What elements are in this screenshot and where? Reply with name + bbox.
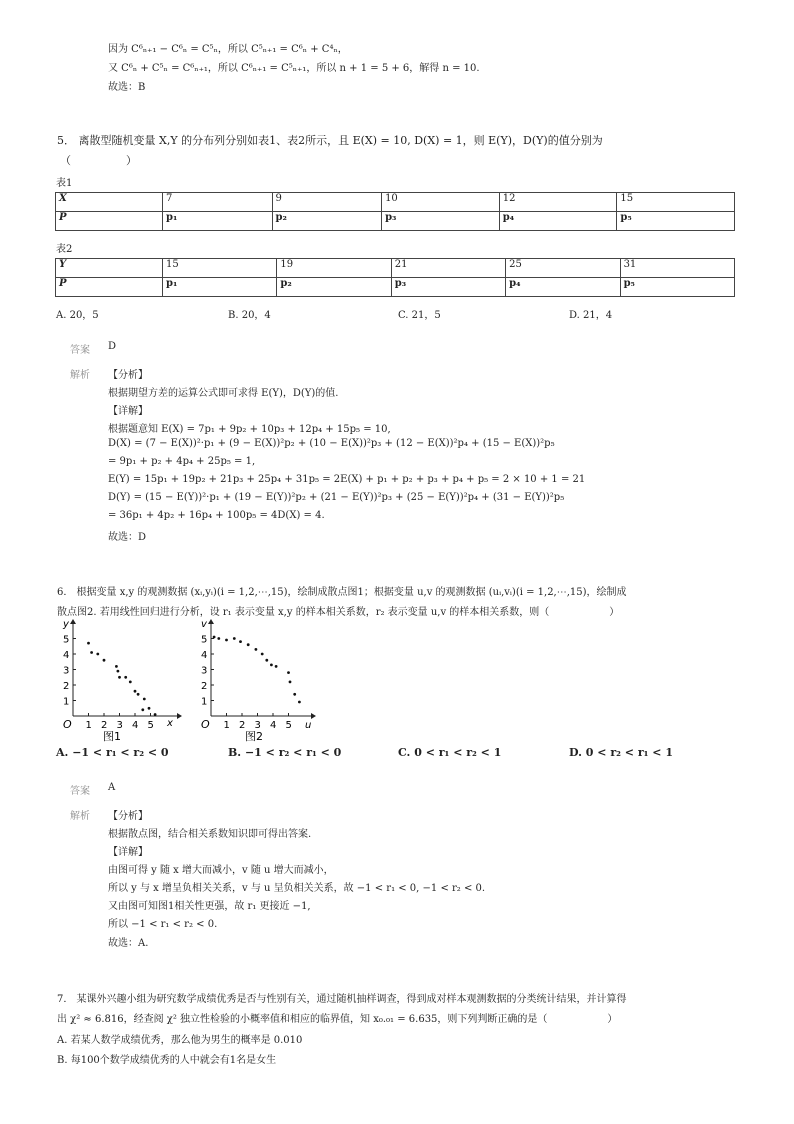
q6-option-d: D. 0 < r₂ < r₁ < 1 [569, 746, 673, 759]
q5-detail-line: 根据题意知 E(X) = 7p₁ + 9p₂ + 10p₃ + 12p₄ + 15p₅ = 10, [108, 424, 391, 435]
prev-choice: 故选：B [108, 82, 146, 93]
scatter-point [96, 653, 99, 656]
q5-table1 [55, 192, 735, 231]
q6-stem-line-2: 散点图2. 若用线性回归进行分析，设 r₁ 表示变量 x,y 的样本相关系数，r₂ 表示变量 u,v 的样本相关系数，则（ ） [57, 607, 620, 618]
q7-stem-line-1: 7． 某课外兴趣小组为研究数学成绩优秀是否与性别有关，通过随机抽样调查，得到成对样本观测数据的分类统计结果，并计算得 [57, 994, 627, 1005]
fig1-x-axis-label: x [167, 718, 173, 729]
scatter-point [129, 681, 132, 684]
x-tick-label: 2 [101, 720, 108, 731]
y-tick-label: 2 [63, 681, 70, 692]
table-row [56, 259, 735, 278]
table-cell: 15 [163, 259, 277, 278]
fig1-caption: 图1 [103, 730, 121, 743]
q5-table2-caption: 表2 [56, 244, 73, 255]
scatter-point [124, 676, 127, 679]
x-tick-label: 2 [239, 720, 246, 731]
table-cell: p₂ [277, 278, 391, 297]
q6-answer-label: 答案 [70, 786, 90, 797]
scatter-point [115, 665, 118, 668]
fig2-x-axis-label: u [305, 720, 312, 731]
x-tick-label: 3 [116, 720, 123, 731]
q5-detail-line: E(Y) = 15p₁ + 19p₂ + 21p₃ + 25p₄ + 31p₅ = 2E(X) + p₁ + p₂ + p₃ + p₄ + p₅ = 2 × 10 + 1 = 21 [108, 474, 586, 485]
x-tick-label: 4 [270, 720, 277, 731]
q5-analysis-label: 解析 [70, 370, 90, 381]
q6-stem-line-1: 6． 根据变量 x,y 的观测数据 (xᵢ,yᵢ)(i = 1,2,⋯,15)，绘制成散点图1；根据变量 u,v 的观测数据 (uᵢ,vᵢ)(i = 1,2,⋯,15)，绘制成 [57, 587, 627, 598]
scatter-point [298, 701, 301, 704]
table-cell: 19 [277, 259, 391, 278]
scatter-figure-2 [193, 618, 323, 744]
q6-detail-line: 又由图可知图1相关性更强，故 r₁ 更接近 −1, [108, 901, 311, 912]
table-cell: X [56, 193, 163, 212]
scatter-point [287, 671, 290, 674]
q6-analysis-tag: 【分析】 [108, 811, 148, 822]
scatter-point [247, 643, 250, 646]
q5-detail-tag: 【详解】 [108, 406, 148, 417]
q6-detail-line: 所以 −1 < r₁ < r₂ < 0. [108, 919, 218, 930]
y-tick-label: 4 [201, 650, 208, 661]
q6-detail-line: 所以 y 与 x 增呈负相关关系，v 与 u 呈负相关关系，故 −1 < r₁ < 0, −1 < r₂ < 0. [108, 883, 486, 894]
y-tick-label: 3 [201, 665, 208, 677]
fig1-axes [70, 619, 182, 719]
y-tick-label: 4 [63, 650, 70, 661]
y-tick-label: 1 [63, 696, 70, 708]
table-cell: 10 [382, 193, 500, 212]
scatter-point [261, 653, 264, 656]
q5-analysis-text: 根据期望方差的运算公式即可求得 E(Y)，D(Y)的值. [108, 388, 339, 399]
q5-option-d: D. 21，4 [569, 310, 613, 321]
table-cell: p₅ [620, 278, 734, 297]
fig2-axes [208, 619, 316, 719]
scatter-point [239, 640, 242, 643]
q7-option-b: B. 每100个数学成绩优秀的人中就会有1名是女生 [57, 1055, 277, 1066]
q6-choice: 故选：A. [108, 938, 149, 949]
scatter-point [137, 693, 140, 696]
fig2-point-group [213, 636, 301, 704]
table-cell: 21 [391, 259, 505, 278]
table-cell: p₃ [391, 278, 505, 297]
table-cell: 31 [620, 259, 734, 278]
table-row [56, 278, 735, 297]
table-cell: p₄ [506, 278, 620, 297]
q6-analysis-text: 根据散点图，结合相关系数知识即可得出答案. [108, 829, 312, 840]
q5-answer: D [108, 341, 117, 352]
prev-solution-line-2: 又 C⁶ₙ + C⁵ₙ = C⁶ₙ₊₁，所以 C⁶ₙ₊₁ = C⁵ₙ₊₁，所以 n + 1 = 5 + 6，解得 n = 10. [108, 63, 480, 74]
table-cell: 15 [617, 193, 735, 212]
q5-detail-line: = 36p₁ + 4p₂ + 16p₄ + 100p₅ = 4D(X) = 4. [108, 510, 325, 521]
fig2-tick-group [201, 635, 292, 732]
y-tick-label: 5 [63, 634, 70, 646]
table-cell: P [56, 278, 163, 297]
x-tick-label: 3 [254, 720, 261, 731]
scatter-point [90, 651, 93, 654]
q7-stem-line-2: 出 χ² ≈ 6.816，经查阅 χ² 独立性检验的小概率值和相应的临界值，知 x₀.₀₁ = 6.635，则下列判断正确的是（ ） [57, 1014, 618, 1025]
q5-detail-line: = 9p₁ + p₂ + 4p₄ + 25p₅ = 1, [108, 456, 256, 467]
q5-stem: 5． 离散型随机变量 X,Y 的分布列分别如表1、表2所示，且 E(X) = 10, D(X) = 1，则 E(Y)，D(Y)的值分别为 [57, 134, 603, 147]
y-tick-label: 5 [201, 634, 208, 646]
q5-answer-label: 答案 [70, 345, 90, 356]
scatter-point [154, 713, 157, 716]
fig1-point-group [87, 642, 156, 716]
fig1-y-axis-label: y [63, 619, 69, 630]
fig2-origin-label: O [201, 718, 210, 731]
table-cell: p₁ [163, 212, 273, 231]
table-cell: P [56, 212, 163, 231]
q5-option-c: C. 21，5 [398, 310, 441, 321]
table-cell: p₄ [499, 212, 617, 231]
scatter-point [233, 637, 236, 640]
q5-detail-line: D(Y) = (15 − E(Y))²·p₁ + (19 − E(Y))²p₂ + (21 − E(Y))²p₃ + (25 − E(Y))²p₄ + (31 − E(Y))²p₅ [108, 492, 565, 503]
x-tick-label: 1 [223, 720, 230, 731]
q5-option-b: B. 20，4 [228, 310, 271, 321]
table-row [56, 212, 735, 231]
y-tick-label: 2 [201, 681, 208, 692]
scatter-point [275, 665, 278, 668]
q6-option-a: A. −1 < r₁ < r₂ < 0 [56, 746, 169, 759]
q5-detail-line: D(X) = (7 − E(X))²·p₁ + (9 − E(X))²p₂ + (10 − E(X))²p₃ + (12 − E(X))²p₄ + (15 − E(X))²p₅ [108, 438, 555, 449]
q5-choice: 故选：D [108, 532, 147, 543]
y-tick-label: 3 [63, 665, 70, 677]
table-cell: 7 [163, 193, 273, 212]
x-tick-label: 4 [132, 720, 139, 731]
scatter-point [225, 639, 228, 642]
fig2-y-axis-label: v [201, 619, 207, 630]
table-cell: 9 [272, 193, 382, 212]
table-cell: p₂ [272, 212, 382, 231]
x-tick-label: 5 [147, 720, 154, 731]
fig2-caption: 图2 [245, 730, 263, 743]
q6-answer: A [108, 782, 116, 793]
scatter-point [103, 659, 106, 662]
table-cell: p₁ [163, 278, 277, 297]
q6-analysis-label: 解析 [70, 811, 90, 822]
table-cell: 25 [506, 259, 620, 278]
scatter-point [289, 681, 292, 684]
table-cell: p₅ [617, 212, 735, 231]
q5-table2 [55, 258, 735, 297]
scatter-figure-1 [55, 618, 185, 744]
y-tick-label: 1 [201, 696, 208, 708]
fig1-origin-label: O [63, 718, 72, 731]
scatter-point [148, 707, 151, 710]
fig1-tick-group [63, 635, 154, 732]
scatter-point [141, 708, 144, 711]
table-row [56, 193, 735, 212]
q5-analysis-tag: 【分析】 [108, 370, 148, 381]
x-tick-label: 1 [85, 720, 92, 731]
scatter-point [134, 690, 137, 693]
scatter-point [265, 659, 268, 662]
q5-paren: （ ） [60, 154, 137, 167]
x-tick-label: 5 [285, 720, 292, 731]
scatter-point [213, 636, 216, 639]
q6-option-b: B. −1 < r₂ < r₁ < 0 [228, 746, 342, 759]
prev-solution-line-1: 因为 C⁶ₙ₊₁ − C⁶ₙ = C⁵ₙ，所以 C⁵ₙ₊₁ = C⁶ₙ + C⁴ₙ， [108, 44, 348, 55]
q5-option-a: A. 20，5 [56, 310, 99, 321]
table-cell: 12 [499, 193, 617, 212]
scatter-point [87, 642, 90, 645]
q5-table1-caption: 表1 [56, 178, 73, 189]
scatter-point [293, 693, 296, 696]
q6-detail-tag: 【详解】 [108, 847, 148, 858]
scatter-point [117, 670, 120, 673]
q6-detail-line: 由图可得 y 随 x 增大而减小，v 随 u 增大而减小， [108, 865, 334, 876]
table-cell: p₃ [382, 212, 500, 231]
q6-option-c: C. 0 < r₁ < r₂ < 1 [398, 746, 502, 759]
scatter-point [255, 648, 258, 651]
scatter-point [118, 676, 121, 679]
q7-option-a: A. 若某人数学成绩优秀，那么他为男生的概率是 0.010 [57, 1035, 303, 1046]
scatter-point [270, 664, 273, 667]
table-cell: Y [56, 259, 163, 278]
scatter-point [143, 698, 146, 701]
scatter-point [217, 637, 220, 640]
